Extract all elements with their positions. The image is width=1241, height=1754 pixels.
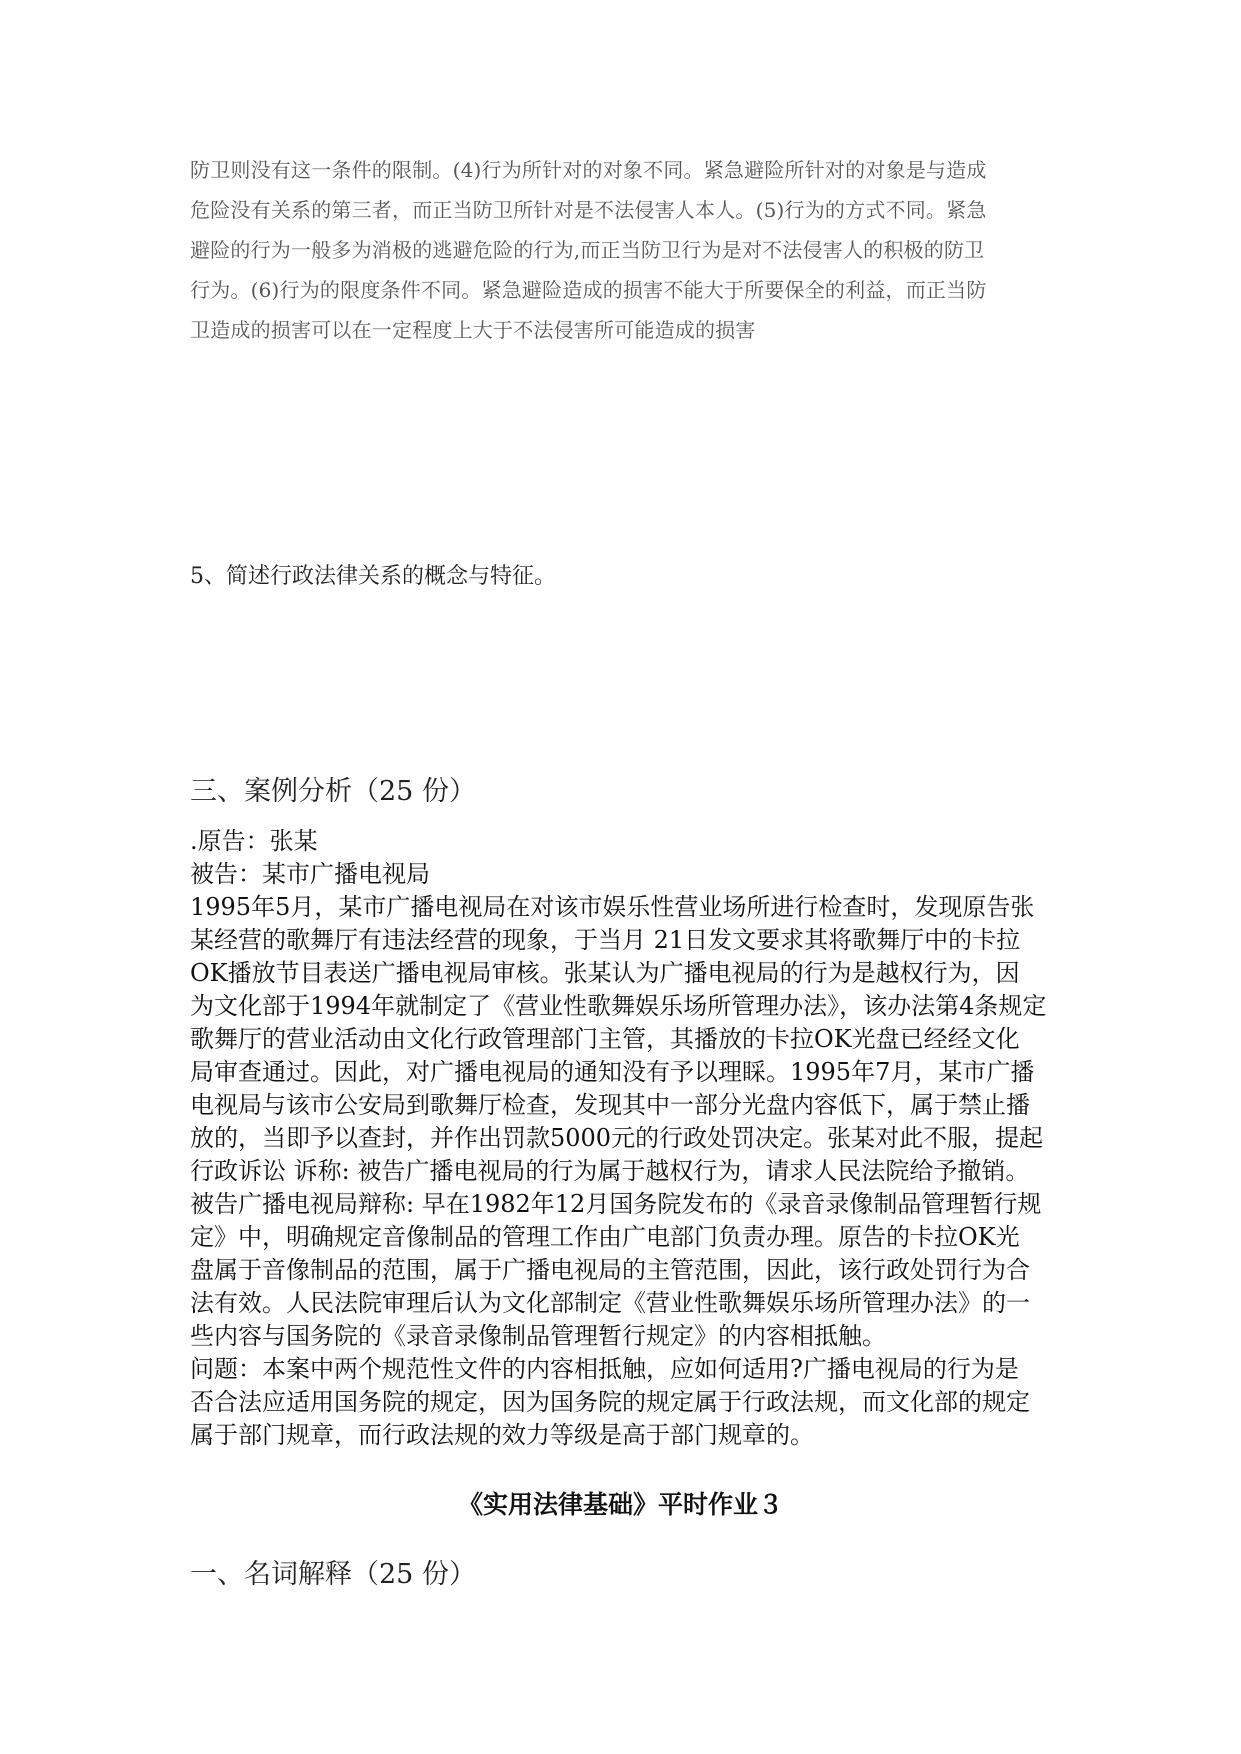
- paragraph-line: 防卫则没有这一条件的限制。(4)行为所针对的对象不同。紧急避险所针对的对象是与造成: [190, 158, 987, 182]
- case-analysis-text: [190, 825, 1070, 1452]
- case-line: OK播放节目表送广播电视局审核。张某认为广播电视局的行为是越权行为，因: [190, 959, 1020, 987]
- case-line: 某经营的歌舞厅有违法经营的现象，于当月 21日发文要求其将歌舞厅中的卡拉: [190, 926, 1021, 954]
- case-line: 否合法应适用国务院的规定，因为国务院的规定属于行政法规，而文化部的规定: [190, 1388, 1030, 1416]
- case-line: 法有效。人民法院审理后认为文化部制定《营业性歌舞娱乐场所管理办法》的一: [190, 1289, 1030, 1317]
- case-line: 歌舞厅的营业活动由文化行政管理部门主管，其播放的卡拉OK光盘已经经文化: [190, 1025, 1020, 1053]
- case-line: 被告广播电视局辩称: 早在1982年12月国务院发布的《录音录像制品管理暂行规: [190, 1190, 1042, 1218]
- case-line: 被告：某市广播电视局: [190, 860, 430, 888]
- case-line: 电视局与该市公安局到歌舞厅检查，发现其中一部分光盘内容低下，属于禁止播: [190, 1091, 1030, 1119]
- assignment-title: 《实用法律基础》平时作业３: [457, 1490, 783, 1519]
- case-line: 行政诉讼 诉称: 被告广播电视局的行为属于越权行为，请求人民法院给予撤销。: [190, 1157, 1030, 1185]
- case-line: 些内容与国务院的《录音录像制品管理暂行规定》的内容相抵触。: [190, 1322, 886, 1350]
- case-line: 属于部门规章，而行政法规的效力等级是高于部门规章的。: [190, 1421, 814, 1449]
- previous-answer-paragraph: [190, 150, 1070, 350]
- case-line: 问题：本案中两个规范性文件的内容相抵触，应如何适用?广播电视局的行为是: [190, 1355, 1019, 1383]
- section-1-heading: 一、名词解释（25 份）: [190, 1559, 476, 1590]
- case-line: 盘属于音像制品的范围，属于广播电视局的主管范围，因此，该行政处罚行为合: [190, 1256, 1030, 1284]
- case-line: 1995年5月，某市广播电视局在对该市娱乐性营业场所进行检查时，发现原告张: [190, 893, 1035, 921]
- case-line: 定》中，明确规定音像制品的管理工作由广电部门负责办理。原告的卡拉OK光: [190, 1223, 1020, 1251]
- section-3-heading: 三、案例分析（25 份）: [190, 776, 476, 807]
- case-line: .原告：张某: [190, 827, 318, 855]
- case-line: 局审查通过。因此，对广播电视局的通知没有予以理睬。1995年7月，某市广播: [190, 1058, 1035, 1086]
- question-5: 5、简述行政法律关系的概念与特征。: [190, 564, 556, 589]
- case-line: 放的，当即予以查封，并作出罚款5000元的行政处罚决定。张某对此不服，提起: [190, 1124, 1044, 1152]
- case-line: 为文化部于1994年就制定了《营业性歌舞娱乐场所管理办法》，该办法第4条规定: [190, 992, 1047, 1020]
- paragraph-line: 危险没有关系的第三者，而正当防卫所针对是不法侵害人本人。(5)行为的方式不同。紧急: [190, 198, 987, 222]
- paragraph-line: 行为。(6)行为的限度条件不同。紧急避险造成的损害不能大于所要保全的利益，而正当防: [190, 278, 987, 302]
- paragraph-line: 卫造成的损害可以在一定程度上大于不法侵害所可能造成的损害: [190, 318, 756, 342]
- paragraph-line: 避险的行为一般多为消极的逃避危险的行为,而正当防卫行为是对不法侵害人的积极的防卫: [190, 238, 985, 262]
